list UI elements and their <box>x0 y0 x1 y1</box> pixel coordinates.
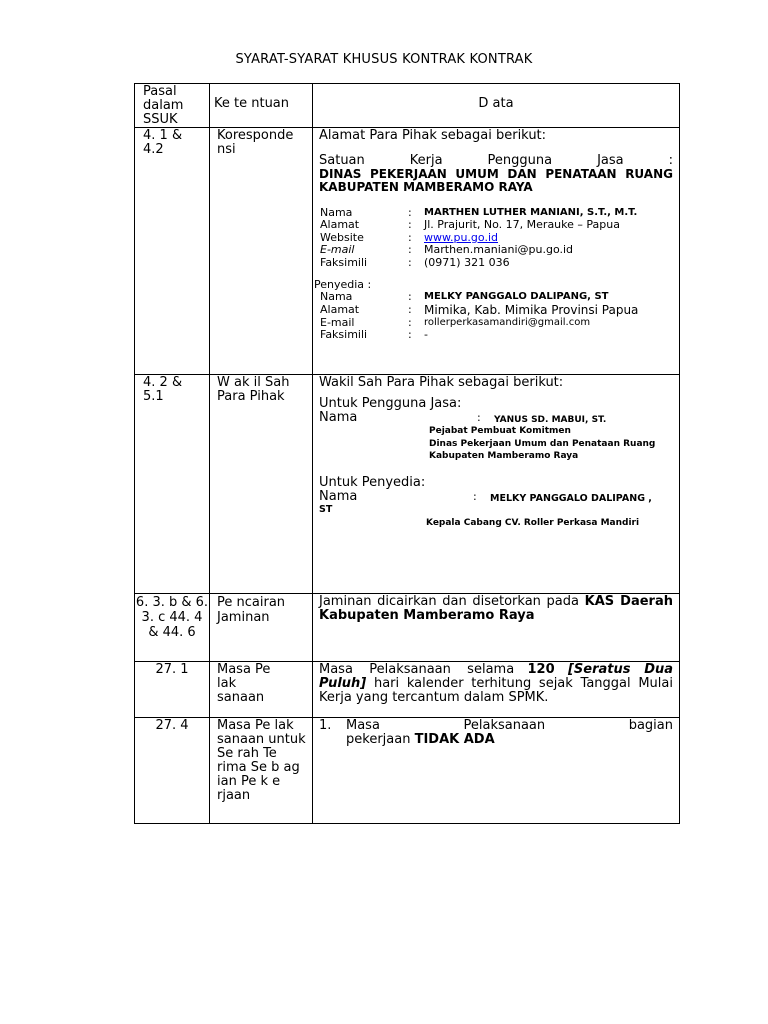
nama-label: Nama <box>320 290 353 304</box>
colon: : <box>408 315 412 329</box>
data-cell <box>313 662 679 705</box>
header-data: D ata <box>478 96 514 111</box>
fax-label: Faksimili <box>320 328 368 342</box>
masa-words: [Seratus Dua Puluh] <box>319 662 674 691</box>
bagian-text: Masa Pelaksanaan bagian pekerjaan <box>346 718 673 747</box>
pengguna-jasa-nama: YANUS SD. MABUI, ST. <box>494 415 607 425</box>
alamat-label: Alamat <box>320 218 360 232</box>
ketentuan-cell: Pe ncairan Jaminan <box>217 595 286 625</box>
jabatan-line: Pejabat Pembuat Komitmen <box>429 426 571 436</box>
penyedia-label: Untuk Penyedia: <box>319 474 426 490</box>
alamat-label: Alamat <box>320 303 360 317</box>
instansi-line: Dinas Pekerjaan Umum dan Penataan Ruang <box>429 438 656 449</box>
penyedia-nama-cont: ST <box>319 503 333 515</box>
ketentuan-cell: Masa Pe lak sanaan untuk Se rah Te rima Se b ag ian Pe k e rjaan <box>217 718 306 803</box>
pengguna-nama: MARTHEN LUTHER MANIANI, S.T., M.T. <box>424 206 638 218</box>
masa-number: 120 <box>527 662 555 677</box>
email-label: E-mail <box>320 243 355 257</box>
alamat-intro: Alamat Para Pihak sebagai berikut: <box>319 128 547 143</box>
tidak-ada: TIDAK ADA <box>414 732 495 747</box>
colon: : <box>408 290 412 304</box>
list-text <box>346 719 673 747</box>
data-cell <box>313 718 679 747</box>
colon: : <box>408 230 412 244</box>
masa-text-2: hari kalender terhitung sejak Tanggal Mulai Kerja yang tercantum dalam SPMK. <box>319 676 673 705</box>
table-row <box>135 128 680 375</box>
ketentuan-cell: Koresponde nsi <box>217 128 294 157</box>
data-cell <box>313 128 679 342</box>
table-row <box>135 375 680 594</box>
pengguna-jasa-jabatan <box>319 425 673 463</box>
pasal-cell: 27. 1 <box>155 662 189 677</box>
pencairan-text: Jaminan dicairkan dan disetorkan pada <box>319 594 579 609</box>
colon: : <box>408 218 412 232</box>
pengguna-jasa-label: Untuk Pengguna Jasa: <box>319 396 462 411</box>
penyedia-fax: - <box>424 328 428 342</box>
ketentuan-cell: Masa Pe lak sanaan <box>217 662 271 705</box>
colon: : <box>473 489 477 503</box>
table-row <box>135 662 680 718</box>
pasal-cell: 4. 1 & 4.2 <box>143 128 183 157</box>
nama-label: Nama <box>319 410 358 425</box>
pasal-cell: 4. 2 & 5.1 <box>143 375 183 404</box>
colon: : <box>408 243 412 257</box>
penyedia-nama: MELKY PANGGALO DALIPANG , <box>490 492 652 504</box>
satker-value: DINAS PEKERJAAN UMUM DAN PENATAAN RUANG KABUPATEN MAMBERAMO RAYA <box>319 166 673 194</box>
ssuk-table <box>134 83 680 824</box>
pasal-cell: 6. 3. b & 6. 3. c 44. 4 & 44. 6 <box>135 595 209 640</box>
wakil-intro: Wakil Sah Para Pihak sebagai berikut: <box>319 375 564 390</box>
penyedia-nama: MELKY PANGGALO DALIPANG, ST <box>424 291 609 303</box>
list-item <box>319 719 673 747</box>
kabupaten-line: Kabupaten Mamberamo Raya <box>429 451 579 461</box>
pengguna-email: Marthen.maniani@pu.go.id <box>424 243 574 257</box>
header-ketentuan: Ke te ntuan <box>214 96 290 111</box>
pengguna-alamat: Jl. Prajurit, No. 17, Merauke – Papua <box>424 218 620 232</box>
ketentuan-cell: W ak il Sah Para Pihak <box>217 375 290 404</box>
email-label: E-mail <box>320 315 355 329</box>
colon: : <box>408 303 412 317</box>
pengguna-fax: (0971) 321 036 <box>424 255 510 269</box>
table-row <box>135 594 680 662</box>
pencairan-bold: KAS Daerah Kabupaten Mamberamo Raya <box>319 594 673 623</box>
satker-block <box>319 154 673 195</box>
header-pasal: Pasal dalam SSUK <box>143 84 184 127</box>
nama-label: Nama <box>320 205 353 219</box>
colon: : <box>477 411 481 424</box>
table-header-row <box>135 84 680 128</box>
list-number: 1. <box>319 718 332 733</box>
penyedia-label: Penyedia : <box>314 278 372 292</box>
data-cell <box>313 594 679 623</box>
penyedia-alamat: Mimika, Kab. Mimika Provinsi Papua <box>424 303 639 318</box>
fax-label: Faksimili <box>320 255 368 269</box>
page-title: SYARAT-SYARAT KHUSUS KONTRAK KONTRAK <box>235 52 533 67</box>
pengguna-contact <box>319 207 673 270</box>
penyedia-email: rollerperkasamandiri@gmail.com <box>424 316 591 328</box>
table-row <box>135 718 680 824</box>
nama-label: Nama <box>319 488 358 504</box>
masa-text: Masa Pelaksanaan selama <box>319 662 515 677</box>
data-cell <box>313 375 679 530</box>
colon: : <box>408 255 412 269</box>
penyedia-contact <box>319 291 673 341</box>
colon: : <box>408 205 412 219</box>
pasal-cell: 27. 4 <box>155 718 189 733</box>
colon: : <box>408 328 412 342</box>
penyedia-jabatan: Kepala Cabang CV. Roller Perkasa Mandiri <box>426 517 640 528</box>
website-label: Website <box>320 230 364 244</box>
website-link[interactable]: www.pu.go.id <box>424 230 498 244</box>
satker-label: Satuan Kerja Pengguna Jasa : <box>319 153 673 168</box>
